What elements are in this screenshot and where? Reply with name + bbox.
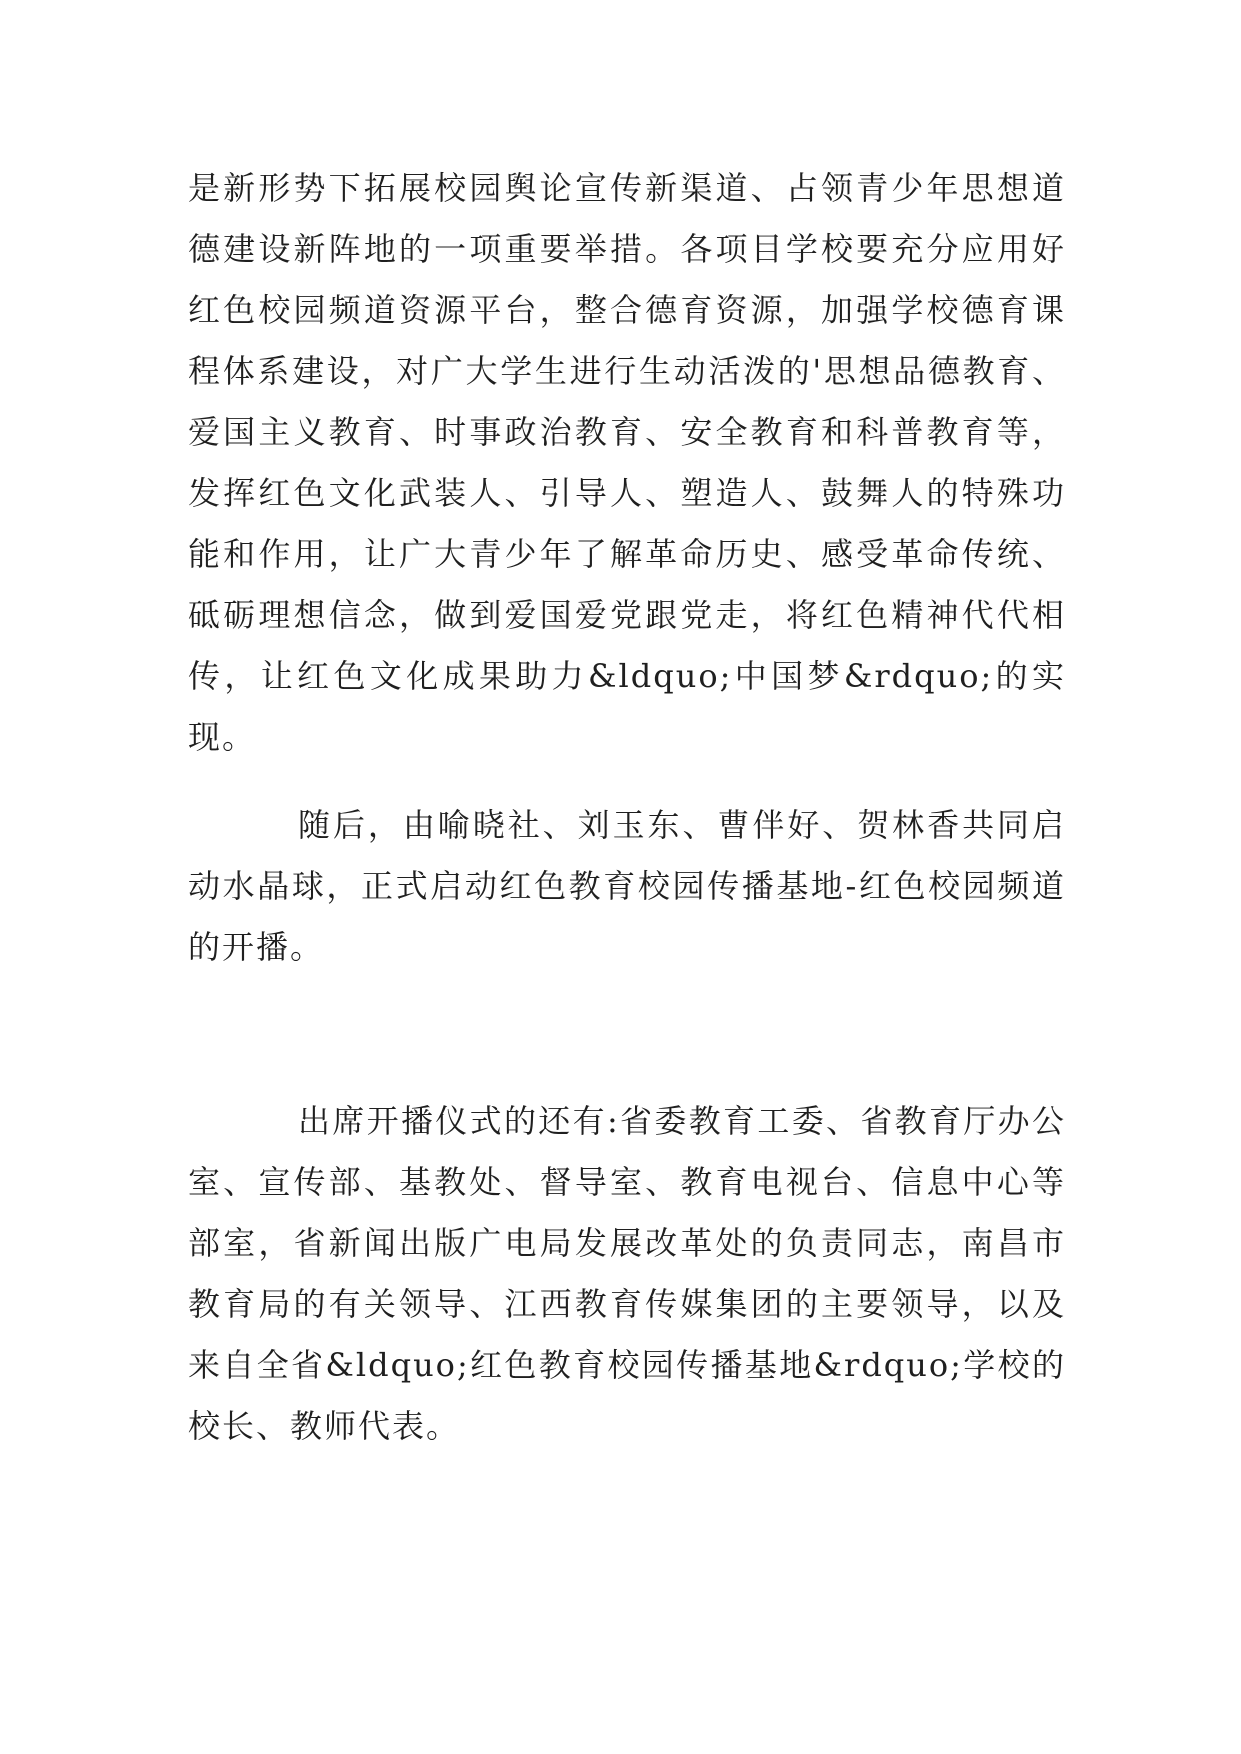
paragraph-2: 随后，由喻晓社、刘玉东、曹伴好、贺林香共同启动水晶球，正式启动红色教育校园传播基地-红色校园频道的开播。 [188, 806, 1066, 966]
paragraph-3: 出席开播仪式的还有:省委教育工委、省教育厅办公室、宣传部、基教处、督导室、教育电视台、信息中心等部室，省新闻出版广电局发展改革处的负责同志，南昌市教育局的有关领导、江西教育传媒集团的主要领导，以及来自全省&ldquo;红色教育校园传播基地&rdquo;学校的校长、教师代表。 [188, 1102, 1066, 1445]
paragraph-1: 是新形势下拓展校园舆论宣传新渠道、占领青少年思想道德建设新阵地的一项重要举措。各项目学校要充分应用好红色校园频道资源平台，整合德育资源，加强学校德育课程体系建设，对广大学生进行生动活泼的'思想品德教育、爱国主义教育、时事政治教育、安全教育和科普教育等，发挥红色文化武装人、引导人、塑造人、鼓舞人的特殊功能和作用，让广大青少年了解革命历史、感受革命传统、砥砺理想信念，做到爱国爱党跟党走，将红色精神代代相传，让红色文化成果助力&ldquo;中国梦&rdquo;的实现。 [188, 169, 1066, 756]
